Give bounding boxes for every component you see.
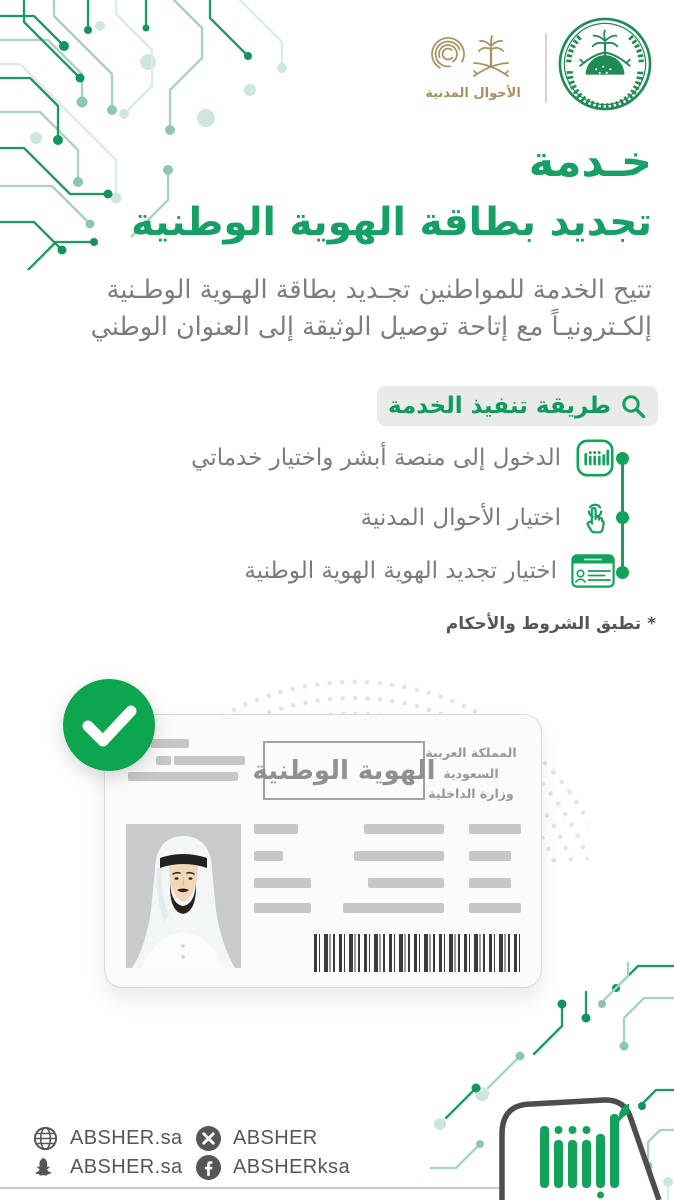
check-icon [60, 676, 158, 774]
id-card-icon [571, 554, 615, 588]
page-title-line2: تجديد بطاقة الهوية الوطنية [131, 200, 652, 245]
placeholder-bar [368, 878, 444, 888]
palm-swords-icon [474, 36, 508, 76]
step-item-2 [361, 494, 615, 542]
card-title: الهوية الوطنية [252, 755, 436, 786]
steps-heading-label: طريقة تنفيذ الخدمة [388, 393, 611, 419]
placeholder-bar [174, 756, 245, 765]
placeholder-bar [469, 878, 511, 888]
step-label: اختيار تجديد الهوية الهوية الوطنية [244, 558, 557, 584]
tap-icon [575, 498, 615, 538]
moi-emblem [552, 12, 658, 116]
civil-affairs-logo [428, 26, 528, 82]
step-label: اختيار الأحوال المدنية [360, 505, 561, 531]
status-check-badge [60, 676, 158, 778]
card-ministry-name: وزارة الداخلية [428, 786, 514, 802]
placeholder-bar [343, 903, 444, 913]
snapchat-handle: ABSHER.sa [70, 1156, 183, 1178]
search-icon [620, 393, 647, 420]
placeholder-bar [254, 903, 311, 913]
placeholder-bar [469, 903, 521, 913]
page-title-line1: خـدمة [528, 137, 652, 187]
placeholder-bar [254, 824, 298, 834]
phone-outline [502, 1100, 659, 1200]
card-title-box [252, 741, 436, 800]
x-icon [196, 1126, 221, 1151]
social-item-x [196, 1126, 318, 1151]
absher-phone-logo [430, 962, 674, 1200]
placeholder-bar [469, 824, 521, 834]
service-description-line2: إلكـترونيـاً مع إتاحة توصيل الوثيقة إلى العنوان الوطني [90, 312, 652, 343]
civil-affairs-label: الأحوال المدنية [425, 86, 521, 101]
placeholder-bar [254, 878, 311, 888]
person-photo-illustration [126, 824, 241, 968]
card-country-name: المملكة العربية السعودية [425, 745, 517, 781]
service-description-line1: تتيح الخدمة للمواطنين تجـديد بطاقة الهـوية الوطـنية [106, 275, 652, 305]
x-handle: ABSHER [233, 1127, 318, 1149]
steps-heading-badge [377, 386, 658, 426]
placeholder-bar [354, 851, 444, 861]
social-item-facebook [196, 1155, 350, 1180]
terms-note: * تطبق الشروط والأحكام [445, 614, 656, 634]
globe-icon [33, 1126, 58, 1151]
website-handle: ABSHER.sa [70, 1127, 183, 1149]
absher-app-icon [575, 438, 615, 478]
timeline-dot-2 [616, 511, 629, 524]
timeline-dot-3 [616, 566, 629, 579]
placeholder-bar [156, 756, 171, 765]
national-id-card [104, 714, 542, 988]
step-item-3 [244, 547, 615, 595]
service-description [22, 272, 652, 346]
social-item-snapchat [33, 1155, 183, 1180]
logo-divider [545, 33, 547, 103]
timeline-dot-1 [616, 452, 629, 465]
facebook-handle: ABSHERksa [233, 1156, 350, 1178]
fingerprint-icon [428, 32, 470, 76]
social-item-website [33, 1126, 183, 1151]
step-label: الدخول إلى منصة أبشر واختيار خدماتي [191, 445, 561, 471]
facebook-icon [196, 1155, 221, 1180]
placeholder-bar [469, 851, 511, 861]
snapchat-icon [33, 1155, 58, 1180]
placeholder-bar [254, 851, 283, 861]
step-item-1 [191, 434, 615, 482]
placeholder-bar [364, 824, 444, 834]
